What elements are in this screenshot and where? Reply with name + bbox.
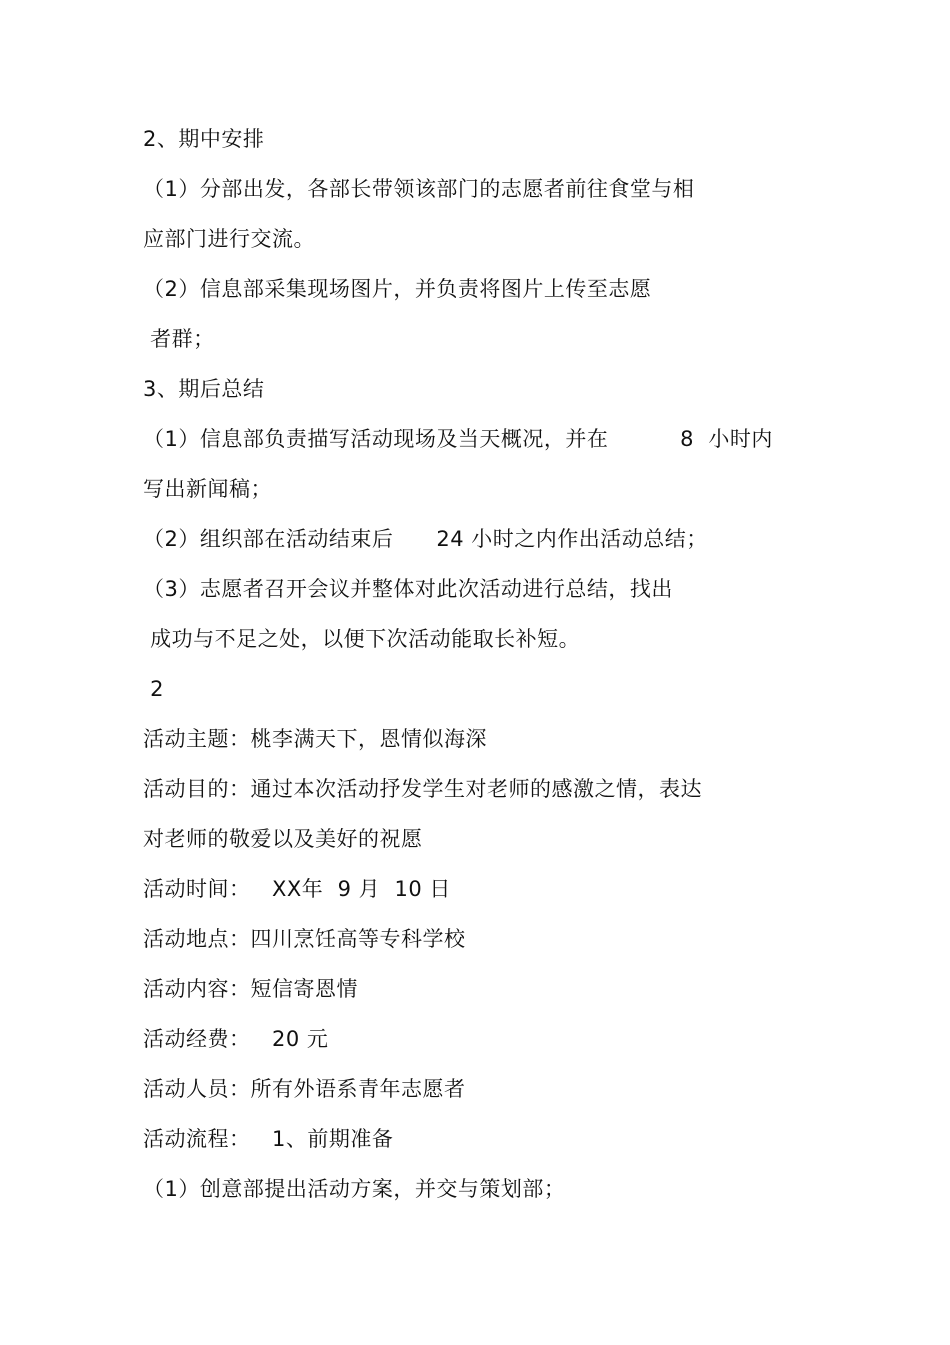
paragraph-line: （2）信息部采集现场图片，并负责将图片上传至志愿 (143, 277, 652, 301)
activity-process: 活动流程： 1、前期准备 (143, 1127, 394, 1151)
activity-content: 活动内容：短信寄恩情 (143, 977, 358, 1001)
activity-time: 活动时间： XX年 9 月 10 日 (143, 877, 451, 901)
paragraph-line: （1）创意部提出活动方案，并交与策划部； (143, 1177, 566, 1201)
paragraph-line: 应部门进行交流。 (143, 227, 315, 251)
activity-participants: 活动人员：所有外语系青年志愿者 (143, 1077, 466, 1101)
section-heading-summary: 3、期后总结 (143, 377, 265, 401)
activity-theme: 活动主题：桃李满天下，恩情似海深 (143, 727, 487, 751)
activity-purpose: 活动目的：通过本次活动抒发学生对老师的感激之情，表达 (143, 777, 702, 801)
paragraph-line: （2）组织部在活动结束后 24 小时之内作出活动总结； (143, 527, 708, 551)
section-number: 2 (143, 677, 165, 701)
section-heading-midterm: 2、期中安排 (143, 127, 265, 151)
paragraph-line: （1）分部出发，各部长带领该部门的志愿者前往食堂与相 (143, 177, 695, 201)
activity-budget: 活动经费： 20 元 (143, 1027, 329, 1051)
activity-location: 活动地点：四川烹饪高等专科学校 (143, 927, 466, 951)
paragraph-line: 成功与不足之处，以便下次活动能取长补短。 (143, 627, 581, 651)
paragraph-line: 对老师的敬爱以及美好的祝愿 (143, 827, 423, 851)
paragraph-line: 者群； (143, 327, 215, 351)
paragraph-line: 写出新闻稿； (143, 477, 272, 501)
paragraph-line: （3）志愿者召开会议并整体对此次活动进行总结，找出 (143, 577, 673, 601)
paragraph-line: （1）信息部负责描写活动现场及当天概况，并在 8 小时内 (143, 427, 773, 451)
